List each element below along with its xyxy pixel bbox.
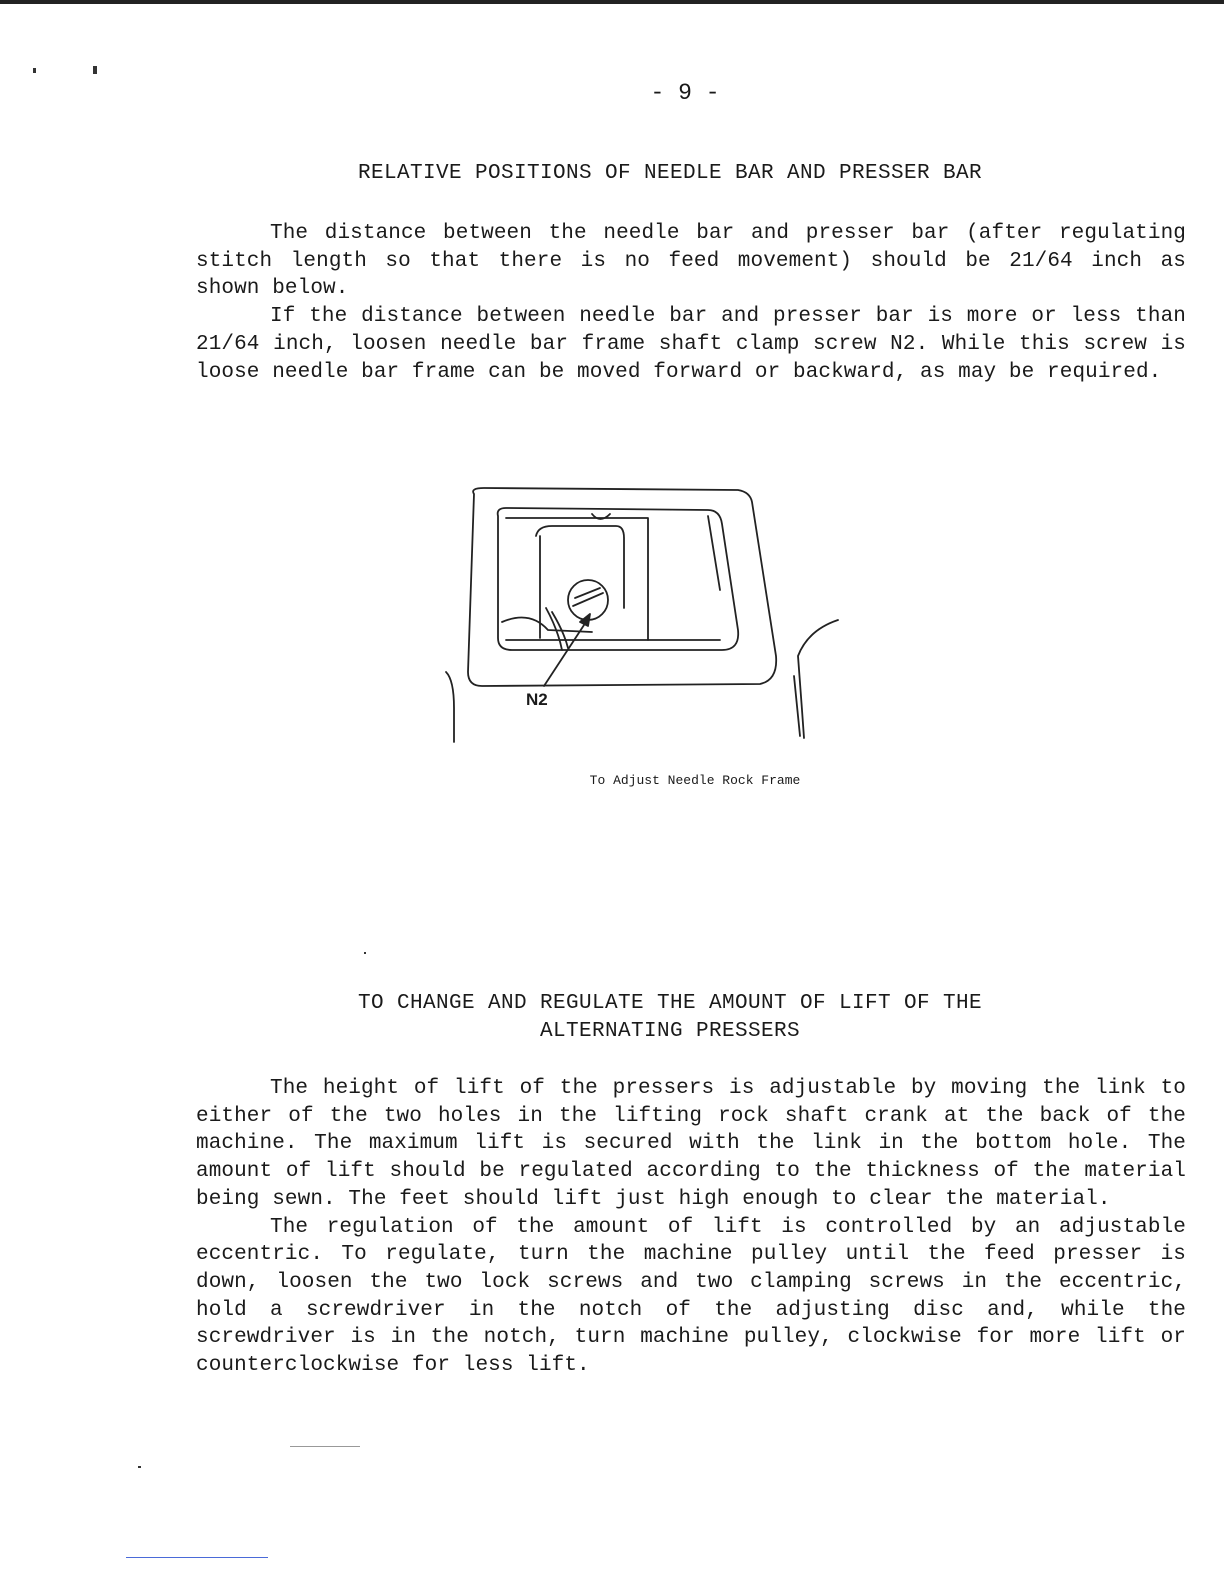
paragraph: The height of lift of the pressers is adjustable by moving the link to either of the two holes in the lifting rock shaft crank at the back of the machine. The maximum lift is secured with the link in the bottom hole. The amount of lift should be regulated according to the thickness of the material being sewn. The feet should lift just high enough to clear the material.	[196, 1077, 1186, 1211]
section-title-needle-bar: RELATIVE POSITIONS OF NEEDLE BAR AND PRESSER BAR	[357, 162, 983, 185]
needle-rock-frame-illustration	[440, 480, 860, 750]
section-title-line: TO CHANGE AND REGULATE THE AMOUNT OF LIFT OF THE	[357, 992, 983, 1015]
scan-speck	[364, 952, 366, 954]
section-needle-bar-text	[196, 220, 1186, 386]
scan-mark	[290, 1446, 360, 1447]
top-border-rule	[0, 0, 1224, 4]
paragraph: The regulation of the amount of lift is controlled by an adjustable eccentric. To regulate, turn the machine pulley until the feed presser is down, loosen the two lock screws and two clamping screws in the eccentric, hold a screwdriver in the notch of the adjusting disc and, while the screwdriver is in the notch, turn machine pulley, clockwise for more lift or counterclockwise for less lift.	[196, 1215, 1186, 1378]
section-title-line: ALTERNATING PRESSERS	[539, 1020, 801, 1043]
page-number: - 9 -	[650, 80, 720, 106]
paragraph: If the distance between needle bar and presser bar is more or less than 21/64 inch, loosen needle bar frame shaft clamp screw N2. While this screw is loose needle bar frame can be moved forward or backward, as may be required.	[196, 305, 1186, 384]
section-alternating-pressers-text	[196, 1075, 1186, 1380]
section-title-alternating-pressers	[180, 990, 1160, 1046]
scan-speck	[33, 68, 36, 73]
scan-speck	[138, 1466, 141, 1468]
figure-caption: To Adjust Needle Rock Frame	[589, 773, 801, 788]
paragraph: The distance between the needle bar and presser bar (after regulating stitch length so that there is no feed movement) should be 21/64 inch as shown below.	[196, 222, 1186, 301]
bottom-link-rule	[126, 1557, 268, 1558]
figure-label-n2: N2	[526, 690, 548, 709]
scan-speck	[93, 66, 97, 74]
